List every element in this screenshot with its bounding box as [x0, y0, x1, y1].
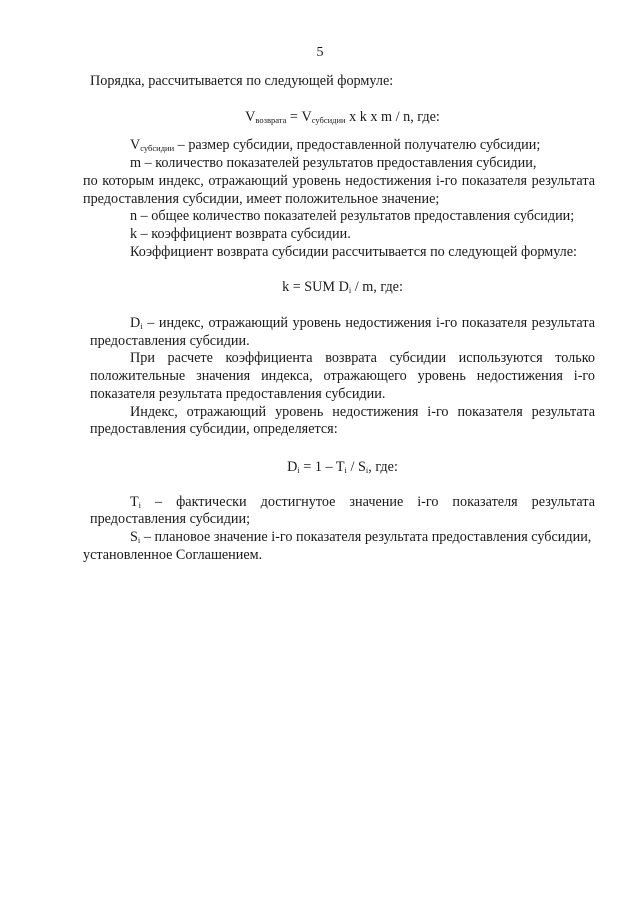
def-di-sub: i	[140, 321, 143, 332]
formula-index	[90, 459, 595, 477]
formula2-pre: k = SUM D	[282, 279, 349, 296]
formula-rest: x k x m / n, где:	[345, 108, 440, 125]
formula-refund-amount	[90, 109, 595, 127]
def-di-var: D	[130, 315, 141, 332]
definition-ti	[90, 494, 595, 529]
def-si-sub: i	[137, 535, 141, 546]
formula3-post: , где:	[368, 458, 398, 475]
definition-v-subsidy	[90, 137, 595, 155]
def-ti-text: – фактически достигнутое значение i-го показателя результата предоставления субсидии;	[90, 493, 595, 528]
def-si-text: – плановое значение i-го показателя результата предоставления субсидии,	[140, 529, 592, 546]
formula-eq: = V	[286, 108, 312, 125]
formula3-slash: / S	[346, 458, 366, 475]
formula-sub-subsidy: субсидии	[311, 114, 346, 125]
definition-di	[90, 315, 595, 350]
index-intro: Индекс, отражающий уровень недостижения i-го показателя результата предоставления субсидии, определяется:	[90, 403, 595, 438]
document-body	[83, 73, 595, 564]
formula2-sub: i	[348, 285, 352, 296]
formula2-post: / m, где:	[351, 279, 403, 296]
formula-sub-refund: возврата	[255, 114, 287, 125]
page-number: 5	[316, 45, 324, 60]
def-v-var: V	[130, 137, 141, 154]
definition-si-line2: установленное Соглашением.	[83, 546, 263, 563]
definition-m-line2: по которым индекс, отражающий уровень недостижения i-го показателя результата предоставления субсидии, имеет положительное значение;	[83, 172, 595, 207]
formula-coefficient	[90, 279, 595, 297]
formula3-sub1: i	[297, 465, 300, 476]
definition-n: n – общее количество показателей результатов предоставления субсидии;	[130, 208, 575, 225]
def-ti-var: T	[130, 493, 139, 510]
formula3-d: D	[287, 458, 298, 475]
def-ti-sub: i	[138, 499, 142, 510]
definition-m-line1: m – количество показателей результатов предоставления субсидии,	[130, 155, 537, 172]
calculation-note: При расчете коэффициента возврата субсидии используются только положительные значения индекса, отражающего уровень недостижения i-го показателя результата предоставления субсидии.	[90, 350, 595, 402]
definition-si-line1	[90, 529, 595, 547]
intro-paragraph: Порядка, рассчитывается по следующей формуле:	[90, 73, 394, 89]
def-si-var: S	[130, 529, 138, 546]
formula3-mid: = 1 – T	[299, 458, 345, 475]
formula3-sub3: i	[365, 465, 369, 476]
def-v-sub: субсидии	[140, 143, 175, 154]
coefficient-intro: Коэффициент возврата субсидии рассчитывается по следующей формуле:	[130, 243, 577, 260]
def-v-text: – размер субсидии, предоставленной получателю субсидии;	[174, 137, 541, 154]
def-di-text: – индекс, отражающий уровень недостижения i-го показателя результата предоставления субсидии.	[90, 315, 595, 349]
formula-var-v: V	[245, 108, 256, 125]
definition-k: k – коэффициент возврата субсидии.	[130, 225, 351, 242]
formula3-sub2: i	[344, 465, 347, 476]
